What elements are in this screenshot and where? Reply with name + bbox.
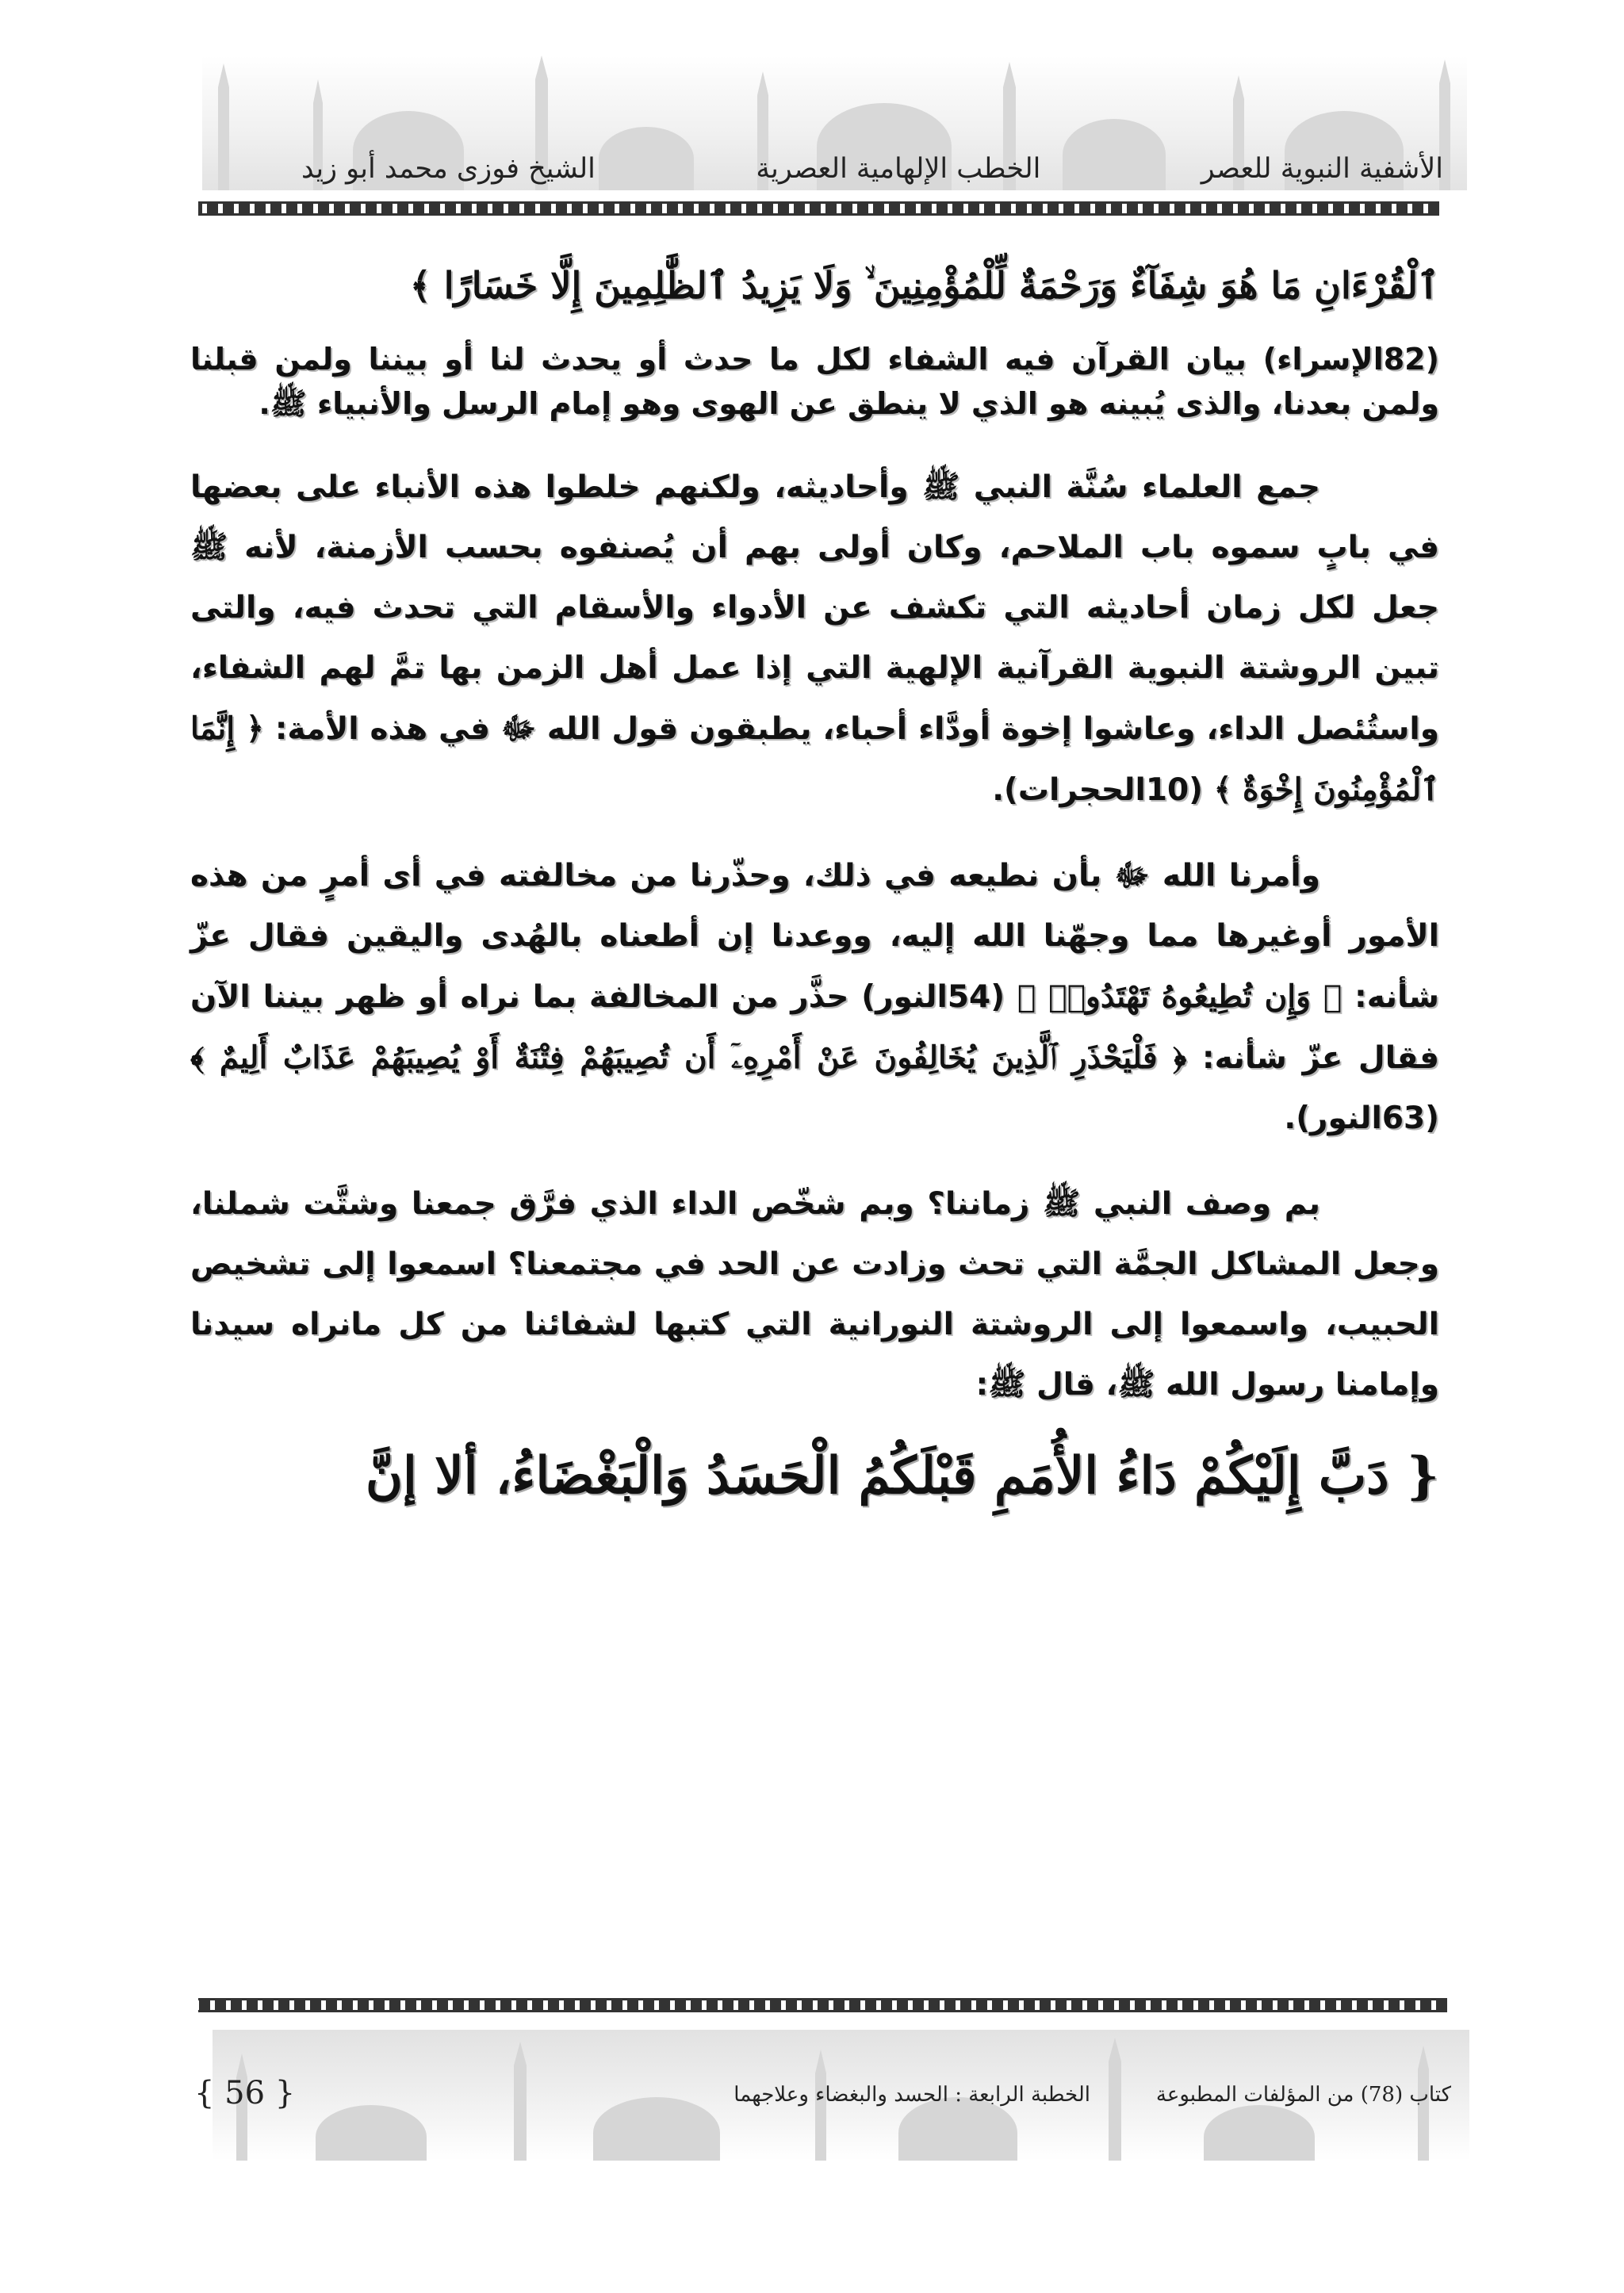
header-book-title: الأشفية النبوية للعصر bbox=[1201, 153, 1443, 185]
paragraph-3-middle: (54النور) حذَّر من المخالفة بما نراه أو ظهر بيننا الآن فقال عزّ شأنه: bbox=[190, 979, 1440, 1076]
paragraph-2 bbox=[190, 457, 1439, 821]
footer-book-reference: كتاب (78) من المؤلفات المطبوعة bbox=[1155, 2083, 1451, 2107]
hadith-line: { دَبَّ إِلَيْكُمْ دَاءُ الأُمَمِ قَبْلَكُمُ الْحَسَدُ وَالْبَغْضَاءُ، ألا إنَّ bbox=[366, 1446, 1439, 1506]
paragraph-4: بم وصف النبي ﷺ زماننا؟ وبم شخّص الداء الذي فرَّق جمعنا وشتَّت شملنا، وجعل المشاكل الجمَّة التي تحث وزادت عن الحد في مجتمعنا؟ اسمعوا إلى تشخيص الحبيب، واسمعوا إلى الروشتة النورانية التي كتبها لشفائنا من كل مانراه سيدنا وإمامنا رسول الله ﷺ، قال ﷺ: bbox=[190, 1186, 1439, 1403]
paragraph-3-verse-1: ﴿ وَإِن تُطِيعُوهُ تَهْتَدُوا۟ ﴾ bbox=[1017, 978, 1342, 1015]
footer-divider bbox=[198, 1998, 1447, 2012]
paragraph-2-verse: ﴿ إِنَّمَا ٱلْمُؤْمِنُونَ إِخْوَةٌ ﴾ bbox=[190, 710, 1439, 808]
paragraph-2-text: جمع العلماء سُنَّة النبي ﷺ وأحاديثه، ولكنهم خلطوا هذه الأنباء على بعضها في بابٍ سموه باب الملاحم، وكان أولى بهم أن يُصنفوه بحسب الأزمنة، لأنه ﷺ جعل لكل زمان أحاديثه التي تكشف عن الأدواء والأسقام التي تحدث فيه، والتى تبين الروشتة النبوية القرآنية الإلهية التي إذا عمل أهل الزمن بها تمَّ لهم الشفاء، واستُئصل الداء، وعاشوا إخوة أودَّاء أحباء، يطبقون قول الله ﷻ في هذه الأمة: bbox=[190, 469, 1439, 747]
paragraph-1: (82الإسراء) بيان القرآن فيه الشفاء لكل ما حدث أو يحدث لنا أو بيننا ولمن قبلنا ولمن بعدنا، والذى يُبينه هو الذي لا ينطق عن الهوى وهو إمام الرسل والأنبياء ﷺ. bbox=[190, 342, 1439, 421]
header-divider bbox=[198, 201, 1439, 216]
paragraph-3-text: وأمرنا الله ﷻ بأن نطيعه في ذلك، وحذّرنا من مخالفته في أى أمرٍ من هذه الأمور أوغيرها مما وجهّنا الله إليه، ووعدنا إن أطعناه بالهُدى واليقين فقال عزّ شأنه: bbox=[190, 858, 1439, 1015]
header-series: الخطب الإلهامية العصرية bbox=[756, 153, 1041, 185]
paragraph-3-verse-2: ﴿ فَلْيَحْذَرِ ٱلَّذِينَ يُخَالِفُونَ عَنْ أَمْرِهِۦٓ أَن تُصِيبَهُمْ فِتْنَةٌ أَوْ يُصِيبَهُمْ عَذَابٌ أَلِيمٌ ﴾ bbox=[190, 1039, 1187, 1076]
header-author: الشيخ فوزى محمد أبو زيد bbox=[301, 153, 596, 185]
running-header bbox=[301, 149, 1443, 189]
page-number: { 56 } bbox=[194, 2075, 296, 2111]
quran-verse-line: ٱلْقُرْءَانِ مَا هُوَ شِفَآءٌ وَرَحْمَةٌ لِّلْمُؤْمِنِينَ ۙ وَلَا يَزِيدُ ٱلظَّٰلِمِينَ إِلَّا خَسَارًا ﴾ bbox=[409, 264, 1439, 307]
running-footer bbox=[190, 2075, 1451, 2115]
paragraph-2-reference: (10الحجرات). bbox=[992, 772, 1203, 808]
page-body bbox=[190, 258, 1439, 1512]
footer-sermon-title: الخطبة الرابعة : الحسد والبغضاء وعلاجهما bbox=[733, 2083, 1090, 2107]
paragraph-3 bbox=[190, 846, 1439, 1149]
paragraph-3-reference: (63النور). bbox=[1284, 1101, 1439, 1136]
